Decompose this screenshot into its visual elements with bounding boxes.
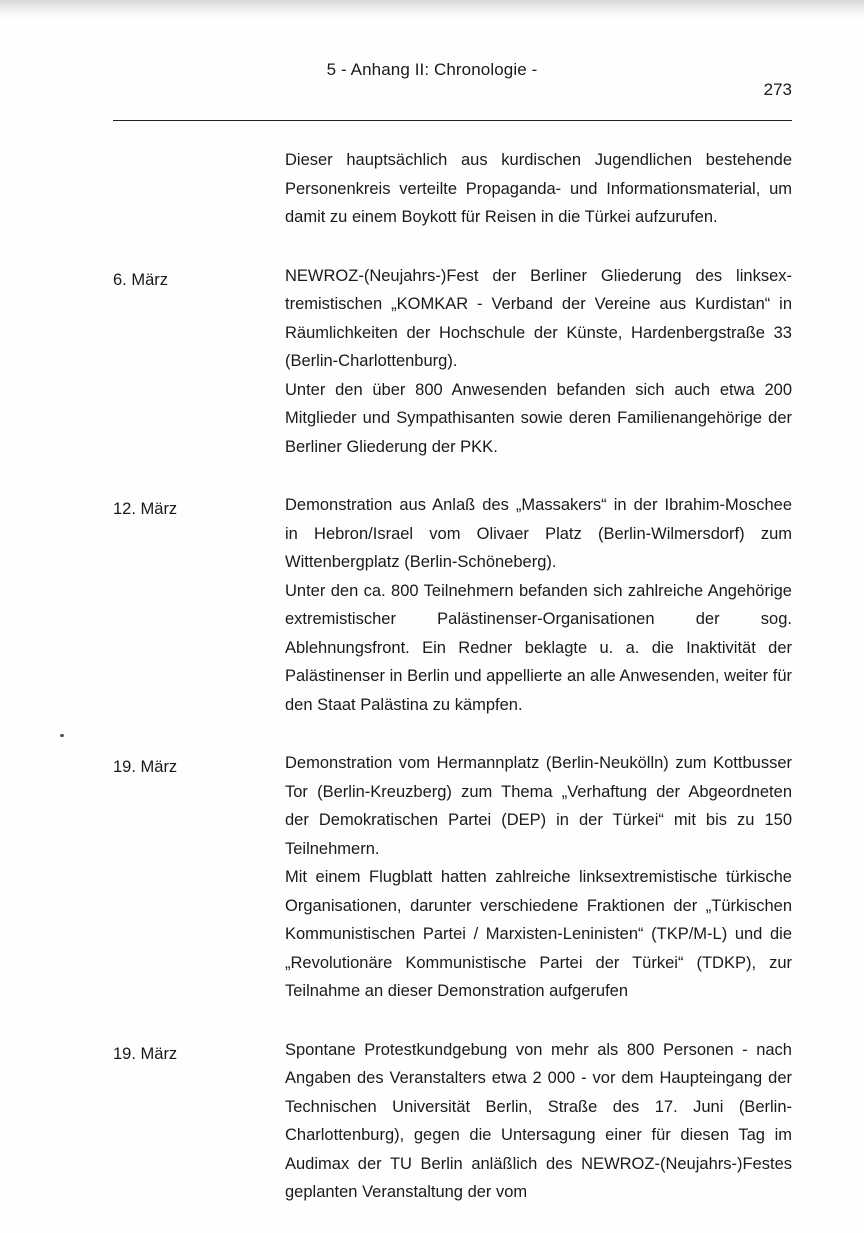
header-divider <box>113 120 792 121</box>
chronology-entry <box>0 1036 864 1207</box>
entry-text <box>285 146 792 232</box>
entry-spacer <box>0 461 864 491</box>
scan-edge-shadow <box>0 0 864 22</box>
entry-paragraph: NEWROZ-(Neujahrs-)Fest der Berliner Gliederung des linksextremistischen „KOMKAR - Verband der Vereine aus Kurdistan“ in Räumlichkeiten der Hochschule der Künste, Hardenbergstraße 33 (Berlin-Charlottenburg). <box>285 266 792 370</box>
entry-paragraph: Mit einem Flugblatt hatten zahlreiche linksextremistische türkische Organisationen, darunter verschiedene Fraktionen der „Türkischen Kommunistischen Partei / Marxisten-Leninisten“ (TKP/M-L) und die „Revolutionäre Kommunistische Partei der Türkei“ (TDKP), zur Teilnahme an dieser Demonstration aufgerufen <box>285 868 792 1000</box>
chronology-entry <box>0 491 864 719</box>
entry-paragraph: Demonstration aus Anlaß des „Massakers“ in der Ibrahim-Moschee in Hebron/Israel vom Olivaer Platz (Berlin-Wilmersdorf) zum Wittenbergplatz (Berlin-Schöneberg). <box>285 496 792 571</box>
entry-date: 6. März <box>113 270 169 289</box>
chronology-list <box>0 146 864 1207</box>
entry-text <box>285 262 792 462</box>
page-number: 273 <box>763 80 792 99</box>
entry-date: 19. März <box>113 1044 178 1063</box>
chronology-entry <box>0 749 864 1006</box>
entry-paragraph: Unter den ca. 800 Teilnehmern befanden sich zahlreiche Angehörige extremistischer Palästinenser-Organisationen der sog. Ablehnungsfront. Ein Redner beklagte u. a. die Inaktivität der Palästinenser in Berlin und appellierte an alle Anwesenden, weiter für den Staat Palästina zu kämpfen. <box>285 581 792 714</box>
entry-text <box>285 749 792 1006</box>
chronology-entry <box>0 146 864 232</box>
entry-paragraph: Unter den über 800 Anwesenden befanden sich auch etwa 200 Mitglieder und Sympathisanten sowie deren Familienangehörige der Berliner Gliederung der PKK. <box>285 380 792 456</box>
entry-paragraph: Demonstration vom Hermannplatz (Berlin-Neukölln) zum Kottbusser Tor (Berlin-Kreuzberg) zum Thema „Verhaftung der Abgeordneten der Demokratischen Partei (DEP) in der Türkei“ mit bis zu 150 Teilnehmern. <box>285 754 792 858</box>
running-header-title: 5 - Anhang II: Chronologie - <box>326 60 538 79</box>
entry-text <box>285 1036 792 1207</box>
entry-text <box>285 491 792 719</box>
entry-spacer <box>0 719 864 749</box>
entry-spacer <box>0 232 864 262</box>
entry-date: 19. März <box>113 758 178 776</box>
entry-date: 12. März <box>113 500 178 518</box>
chronology-entry <box>0 262 864 462</box>
entry-paragraph: Dieser hauptsächlich aus kurdischen Jugendlichen bestehende Personenkreis verteilte Propaganda- und Informationsmaterial, um damit zu einem Boykott für Reisen in die Türkei aufzurufen. <box>285 151 792 226</box>
entry-paragraph: Spontane Protestkundgebung von mehr als 800 Personen - nach Angaben des Veranstalters etwa 2 000 - vor dem Haupteingang der Technischen Universität Berlin, Straße des 17. Juni (Berlin-Charlottenburg), gegen die Untersagung einer für diesen Tag im Audimax der TU Berlin anläßlich des NEWROZ-(Neujahrs-)Festes geplanten Veranstaltung der vom <box>285 1040 792 1201</box>
entry-spacer <box>0 1006 864 1036</box>
